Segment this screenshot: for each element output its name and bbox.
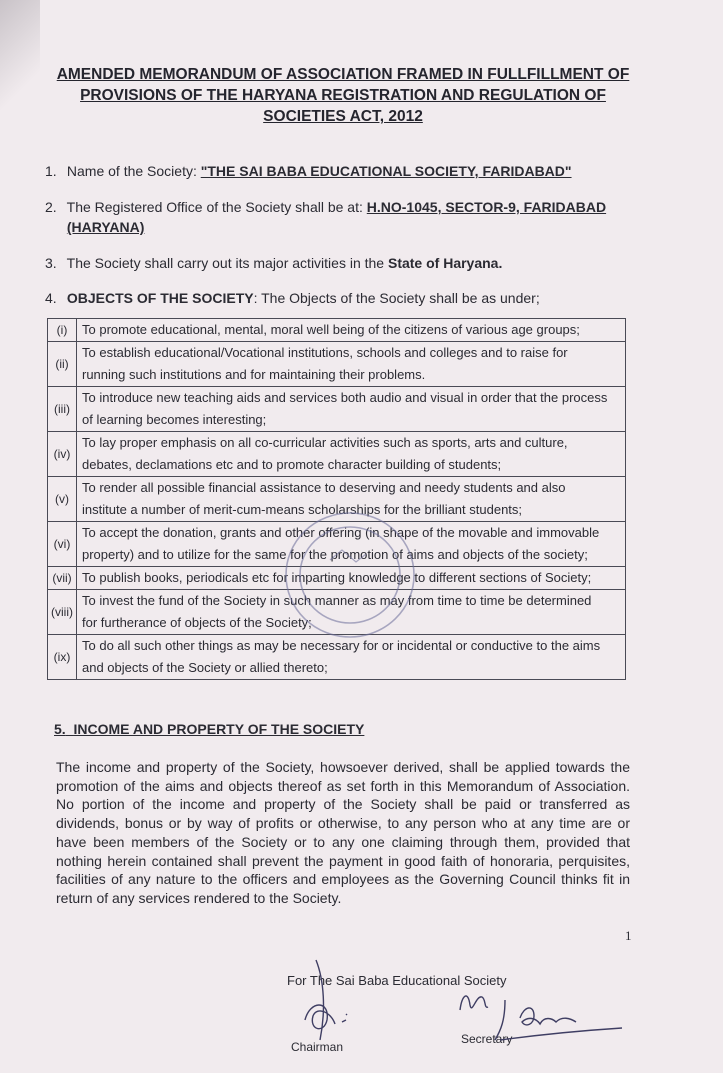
page-number: 1 xyxy=(625,928,632,943)
object-index: (i) xyxy=(48,319,77,342)
table-row xyxy=(48,432,626,455)
registered-office-state: (HARYANA) xyxy=(66,219,145,235)
object-text: To lay proper emphasis on all co-curricular activities such as sports, arts and culture, xyxy=(77,432,626,455)
object-text: To accept the donation, grants and other offering (in shape of the movable and immovable xyxy=(77,522,626,545)
object-index: (viii) xyxy=(48,590,77,635)
table-row xyxy=(48,590,626,613)
clause-1-label: Name of the Society: xyxy=(66,163,201,179)
object-index: (vii) xyxy=(48,567,77,590)
table-row xyxy=(48,567,626,590)
table-row xyxy=(48,657,626,680)
clause-4: 4. OBJECTS OF THE SOCIETY: The Objects of the Society shall be as under; xyxy=(45,290,540,306)
table-row xyxy=(48,387,626,410)
table-row xyxy=(48,319,626,342)
table-row xyxy=(48,522,626,545)
table-row xyxy=(48,409,626,432)
object-index: (iii) xyxy=(48,387,77,432)
title-line-3: SOCIETIES ACT, 2012 xyxy=(263,108,423,125)
document-title xyxy=(48,64,638,127)
title-line-1: AMENDED MEMORANDUM OF ASSOCIATION FRAMED IN FULLFILLMENT OF xyxy=(56,66,630,83)
table-row xyxy=(48,544,626,567)
object-text: To do all such other things as may be necessary for or incidental or conductive to the aims xyxy=(77,635,626,658)
activity-area: State of Haryana. xyxy=(387,255,503,271)
chairman-label: Chairman xyxy=(291,1040,344,1054)
object-text: To publish books, periodicals etc for imparting knowledge to different sections of Society; xyxy=(77,567,626,590)
objects-intro: : The Objects of the Society shall be as under; xyxy=(253,290,540,306)
signature-for-line: For The Sai Baba Educational Society xyxy=(287,973,507,988)
clause-2: 2. The Registered Office of the Society shall be at: H.NO-1045, SECTOR-9, FARIDABAD (HARYANA) xyxy=(45,199,607,235)
clause-3-label: The Society shall carry out its major activities in the xyxy=(66,255,388,271)
secretary-label: Secretary xyxy=(461,1032,513,1046)
objects-table xyxy=(47,318,626,680)
object-index: (ii) xyxy=(48,342,77,387)
object-text: debates, declamations etc and to promote character building of students; xyxy=(77,454,626,477)
registered-office: H.NO-1045, SECTOR-9, FARIDABAD xyxy=(366,199,607,215)
table-row xyxy=(48,454,626,477)
object-text: To render all possible financial assistance to deserving and needy students and also xyxy=(77,477,626,500)
object-index: (vi) xyxy=(48,522,77,567)
page-corner-shadow xyxy=(0,0,40,120)
table-row xyxy=(48,342,626,365)
object-text: property) and to utilize for the same for the promotion of aims and objects of the society; xyxy=(77,544,626,567)
section-5-heading: 5. INCOME AND PROPERTY OF THE SOCIETY xyxy=(54,721,365,737)
handwritten-signature xyxy=(305,960,622,1040)
title-line-2: PROVISIONS OF THE HARYANA REGISTRATION AND REGULATION OF xyxy=(80,87,606,104)
object-text: institute a number of merit-cum-means scholarships for the brilliant students; xyxy=(77,499,626,522)
clause-3: 3. The Society shall carry out its major activities in the State of Haryana. xyxy=(45,255,503,271)
table-row xyxy=(48,477,626,500)
table-row xyxy=(48,635,626,658)
object-index: (iv) xyxy=(48,432,77,477)
clause-2-label: The Registered Office of the Society shall be at: xyxy=(66,199,367,215)
object-text: of learning becomes interesting; xyxy=(77,409,626,432)
income-paragraph: The income and property of the Society, howsoever derived, shall be applied towards the promotion of the aims and objects thereof as set forth in this Memorandum of Association. No portion of the income and property of the Society shall be paid or transferred as dividends, bonus or by way of profits or otherwise, to any person who at any time are or have been members of the Society or to any one claiming through them, provided that nothing herein contained shall prevent the payment in good faith of honoraria, perquisites, facilities of any nature to the officers and employees as the Governing Council thinks fit in return of any services rendered to the Society. xyxy=(56,759,630,906)
clause-1: 1. Name of the Society: "THE SAI BABA EDUCATIONAL SOCIETY, FARIDABAD" xyxy=(45,163,572,179)
object-text: To invest the fund of the Society in such manner as may from time to time be determined xyxy=(77,590,626,613)
object-text: for furtherance of objects of the Society; xyxy=(77,612,626,635)
object-index: (v) xyxy=(48,477,77,522)
objects-heading: OBJECTS OF THE SOCIETY xyxy=(66,290,254,306)
object-text: To establish educational/Vocational institutions, schools and colleges and to raise for xyxy=(77,342,626,365)
table-row xyxy=(48,364,626,387)
society-name: "THE SAI BABA EDUCATIONAL SOCIETY, FARIDABAD" xyxy=(200,163,572,179)
object-text: To promote educational, mental, moral well being of the citizens of various age groups; xyxy=(77,319,626,342)
table-row xyxy=(48,612,626,635)
table-row xyxy=(48,499,626,522)
object-text: running such institutions and for maintaining their problems. xyxy=(77,364,626,387)
object-text: To introduce new teaching aids and services both audio and visual in order that the process xyxy=(77,387,626,410)
object-index: (ix) xyxy=(48,635,77,680)
object-text: and objects of the Society or allied thereto; xyxy=(77,657,626,680)
